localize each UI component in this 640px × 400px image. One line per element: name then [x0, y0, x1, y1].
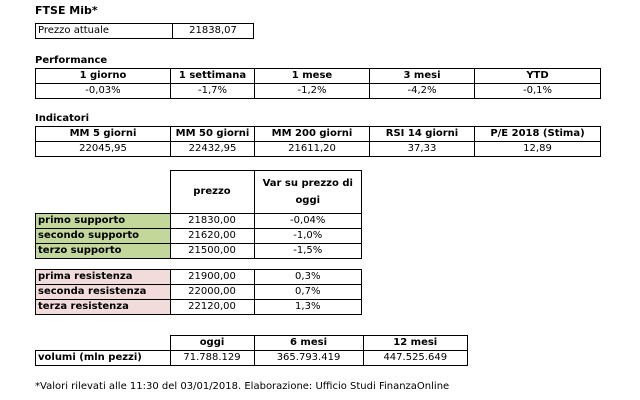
resistance-2-label: seconda resistenza	[36, 285, 171, 300]
support-2-var: -1,0%	[254, 229, 362, 244]
indicator-header-mm50: MM 50 giorni	[171, 127, 255, 142]
levels-header-var: Var su prezzo di oggi	[254, 171, 362, 214]
indicator-value-mm50: 22432,95	[171, 142, 255, 157]
volumes-label: volumi (mln pezzi)	[36, 351, 171, 366]
indicator-header-mm5: MM 5 giorni	[36, 127, 171, 142]
indicator-header-rsi14: RSI 14 giorni	[370, 127, 475, 142]
volumes-table	[35, 335, 468, 366]
resistance-3-price: 22120,00	[170, 300, 254, 315]
support-1-price: 21830,00	[170, 214, 254, 229]
current-price-value: 21838,07	[173, 24, 254, 39]
support-2-label: secondo supporto	[36, 229, 171, 244]
performance-header-1w: 1 settimana	[171, 69, 255, 84]
performance-title: Performance	[35, 55, 108, 66]
levels-table	[35, 170, 362, 315]
performance-value-1m: -1,2%	[255, 84, 370, 99]
resistance-3-label: terza resistenza	[36, 300, 171, 315]
indicator-value-pe2018: 12,89	[475, 142, 601, 157]
indicators-title: Indicatori	[35, 113, 90, 124]
page-title: FTSE Mib*	[35, 4, 98, 17]
performance-value-ytd: -0,1%	[475, 84, 601, 99]
performance-table	[35, 68, 601, 99]
resistance-3-var: 1,3%	[254, 300, 362, 315]
support-2-price: 21620,00	[170, 229, 254, 244]
volumes-header-12m: 12 mesi	[363, 336, 468, 351]
indicator-value-mm5: 22045,95	[36, 142, 171, 157]
indicator-header-mm200: MM 200 giorni	[255, 127, 370, 142]
resistance-1-var: 0,3%	[254, 270, 362, 285]
footnote: *Valori rilevati alle 11:30 del 03/01/2018. Elaborazione: Ufficio Studi FinanzaOnline	[35, 381, 450, 392]
support-3-label: terzo supporto	[36, 244, 171, 259]
performance-value-1w: -1,7%	[171, 84, 255, 99]
indicator-header-pe2018: P/E 2018 (Stima)	[475, 127, 601, 142]
volumes-value-6m: 365.793.419	[254, 351, 363, 366]
current-price-label: Prezzo attuale	[36, 24, 173, 39]
performance-header-ytd: YTD	[475, 69, 601, 84]
volumes-header-today: oggi	[170, 336, 254, 351]
indicator-value-rsi14: 37,33	[370, 142, 475, 157]
levels-spacer	[254, 259, 362, 270]
indicator-value-mm200: 21611,20	[255, 142, 370, 157]
current-price-table	[35, 23, 254, 39]
support-3-var: -1,5%	[254, 244, 362, 259]
volumes-header-6m: 6 mesi	[254, 336, 363, 351]
resistance-1-price: 21900,00	[170, 270, 254, 285]
resistance-2-var: 0,7%	[254, 285, 362, 300]
volumes-value-12m: 447.525.649	[363, 351, 468, 366]
support-1-label: primo supporto	[36, 214, 171, 229]
resistance-1-label: prima resistenza	[36, 270, 171, 285]
performance-header-1d: 1 giorno	[36, 69, 171, 84]
performance-header-3m: 3 mesi	[370, 69, 475, 84]
performance-value-1d: -0,03%	[36, 84, 171, 99]
levels-spacer	[36, 259, 171, 270]
resistance-2-price: 22000,00	[170, 285, 254, 300]
indicators-table	[35, 126, 601, 157]
levels-header-price: prezzo	[170, 171, 254, 214]
levels-header-blank	[36, 171, 171, 214]
volumes-header-blank	[36, 336, 171, 351]
volumes-value-today: 71.788.129	[170, 351, 254, 366]
support-3-price: 21500,00	[170, 244, 254, 259]
performance-header-1m: 1 mese	[255, 69, 370, 84]
performance-value-3m: -4,2%	[370, 84, 475, 99]
support-1-var: -0,04%	[254, 214, 362, 229]
levels-spacer	[170, 259, 254, 270]
